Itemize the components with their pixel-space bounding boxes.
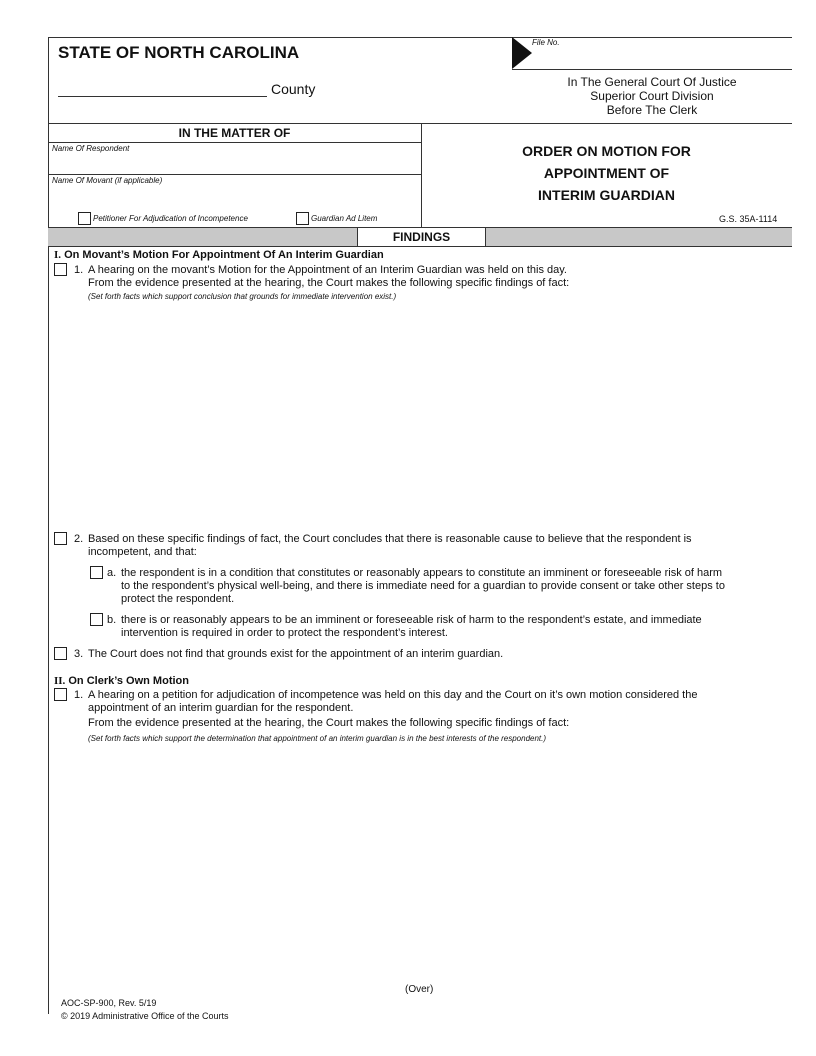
respondent-line xyxy=(48,174,421,175)
section-1-item-2a-checkbox[interactable] xyxy=(90,566,103,579)
section-1-findings-area[interactable] xyxy=(88,304,788,526)
section-1-item-2b-line-2: intervention is required in order to protect the respondent’s interest. xyxy=(121,627,448,639)
court-line-3: Before The Clerk xyxy=(606,103,698,117)
section-1-item-1-number: 1. xyxy=(74,264,84,276)
section-1-item-3-checkbox[interactable] xyxy=(54,647,67,660)
section-1-item-2b-label: b. xyxy=(107,614,117,626)
matter-heading: IN THE MATTER OF xyxy=(178,126,291,140)
file-no-field[interactable] xyxy=(560,45,790,67)
over-label: (Over) xyxy=(405,984,434,995)
movant-label: Name Of Movant (if applicable) xyxy=(52,176,163,185)
movant-field[interactable] xyxy=(52,186,418,208)
top-border xyxy=(48,37,792,38)
section-1-item-2b-line-1: there is or reasonably appears to be an imminent or foreseeable risk of harm to the respondent’s estate, and immediate xyxy=(121,614,702,626)
court-line-2: Superior Court Division xyxy=(590,89,714,103)
matter-heading-line xyxy=(48,142,421,143)
statute-reference: G.S. 35A-1114 xyxy=(719,214,778,224)
respondent-field[interactable] xyxy=(52,154,418,172)
file-no-arrow-icon xyxy=(512,37,532,70)
section-1-item-1-note: (Set forth facts which support conclusion that grounds for immediate intervention exist.) xyxy=(88,292,397,301)
section-1-item-2b-checkbox[interactable] xyxy=(90,613,103,626)
section-1-title: On Movant’s Motion For Appointment Of An Interim Guardian xyxy=(64,249,384,261)
section-1-item-2-line-1: Based on these specific findings of fact, the Court concludes that there is reasonable cause to believe that the respondent is xyxy=(88,533,692,545)
copyright: © 2019 Administrative Office of the Courts xyxy=(61,1011,229,1021)
section-1-item-3-number: 3. xyxy=(74,648,84,660)
section-1-item-3-text: The Court does not find that grounds exist for the appointment of an interim guardian. xyxy=(88,648,504,660)
section-2-item-1-number: 1. xyxy=(74,689,84,701)
section-1-item-1-line-1: A hearing on the movant’s Motion for the Appointment of an Interim Guardian was held on this day. xyxy=(88,264,567,276)
section-1-item-2-checkbox[interactable] xyxy=(54,532,67,545)
form-id: AOC-SP-900, Rev. 5/19 xyxy=(61,998,157,1008)
section-2-number: II. xyxy=(54,675,66,687)
title-line-2: APPOINTMENT OF xyxy=(543,165,670,181)
court-info xyxy=(512,75,792,117)
section-2-item-1-line-1: A hearing on a petition for adjudication of incompetence was held on this day and the Court on it’s own motion considered the xyxy=(88,689,698,701)
court-line-1: In The General Court Of Justice xyxy=(567,75,737,89)
section-1-item-2a-line-1: the respondent is in a condition that constitutes or reasonably appears to constitute an imminent or foreseeable risk of harm xyxy=(121,567,723,579)
section-1-item-1-checkbox[interactable] xyxy=(54,263,67,276)
section-1-item-2a-line-3: protect the respondent. xyxy=(121,593,235,605)
form-title xyxy=(421,140,792,206)
header-bottom-line xyxy=(48,123,792,124)
section-1-item-2a-label: a. xyxy=(107,567,117,579)
section-1-number: I. xyxy=(54,249,62,261)
respondent-label: Name Of Respondent xyxy=(52,144,130,153)
file-no-line xyxy=(512,69,792,70)
section-2-item-1-checkbox[interactable] xyxy=(54,688,67,701)
section-2-item-1-line-3: From the evidence presented at the hearing, the Court makes the following specific findings of fact: xyxy=(88,717,570,729)
section-1-item-2a-line-2: to the respondent’s physical well-being, and there is immediate need for a guardian to provide consent or take other steps to xyxy=(121,580,725,592)
county-label: County xyxy=(271,81,316,97)
title-line-1: ORDER ON MOTION FOR xyxy=(522,143,691,159)
title-line-3: INTERIM GUARDIAN xyxy=(538,187,675,203)
section-2-item-1-note: (Set forth facts which support the determination that appointment of an interim guardian is in the best interests of the respondent.) xyxy=(88,734,547,743)
section-2-item-1-line-2: appointment of an interim guardian for the respondent. xyxy=(88,702,354,714)
section-1-item-1-line-2: From the evidence presented at the hearing, the Court makes the following specific findings of fact: xyxy=(88,277,570,289)
section-2-heading xyxy=(54,675,189,687)
section-2-title: On Clerk’s Own Motion xyxy=(68,675,189,687)
findings-heading: FINDINGS xyxy=(357,227,486,247)
left-border xyxy=(48,37,49,1014)
state-title: STATE OF NORTH CAROLINA xyxy=(58,43,300,62)
county-field[interactable] xyxy=(58,96,267,97)
section-1-item-2-line-2: incompetent, and that: xyxy=(88,546,197,558)
guardian-ad-litem-checkbox[interactable] xyxy=(296,212,309,225)
petitioner-label: Petitioner For Adjudication of Incompetence xyxy=(93,214,248,223)
section-2-findings-area[interactable] xyxy=(88,748,788,968)
file-no-label: File No. xyxy=(532,38,560,47)
section-1-item-2-number: 2. xyxy=(74,533,84,545)
petitioner-checkbox[interactable] xyxy=(78,212,91,225)
guardian-ad-litem-label: Guardian Ad Litem xyxy=(311,214,378,223)
section-1-heading xyxy=(54,249,384,261)
